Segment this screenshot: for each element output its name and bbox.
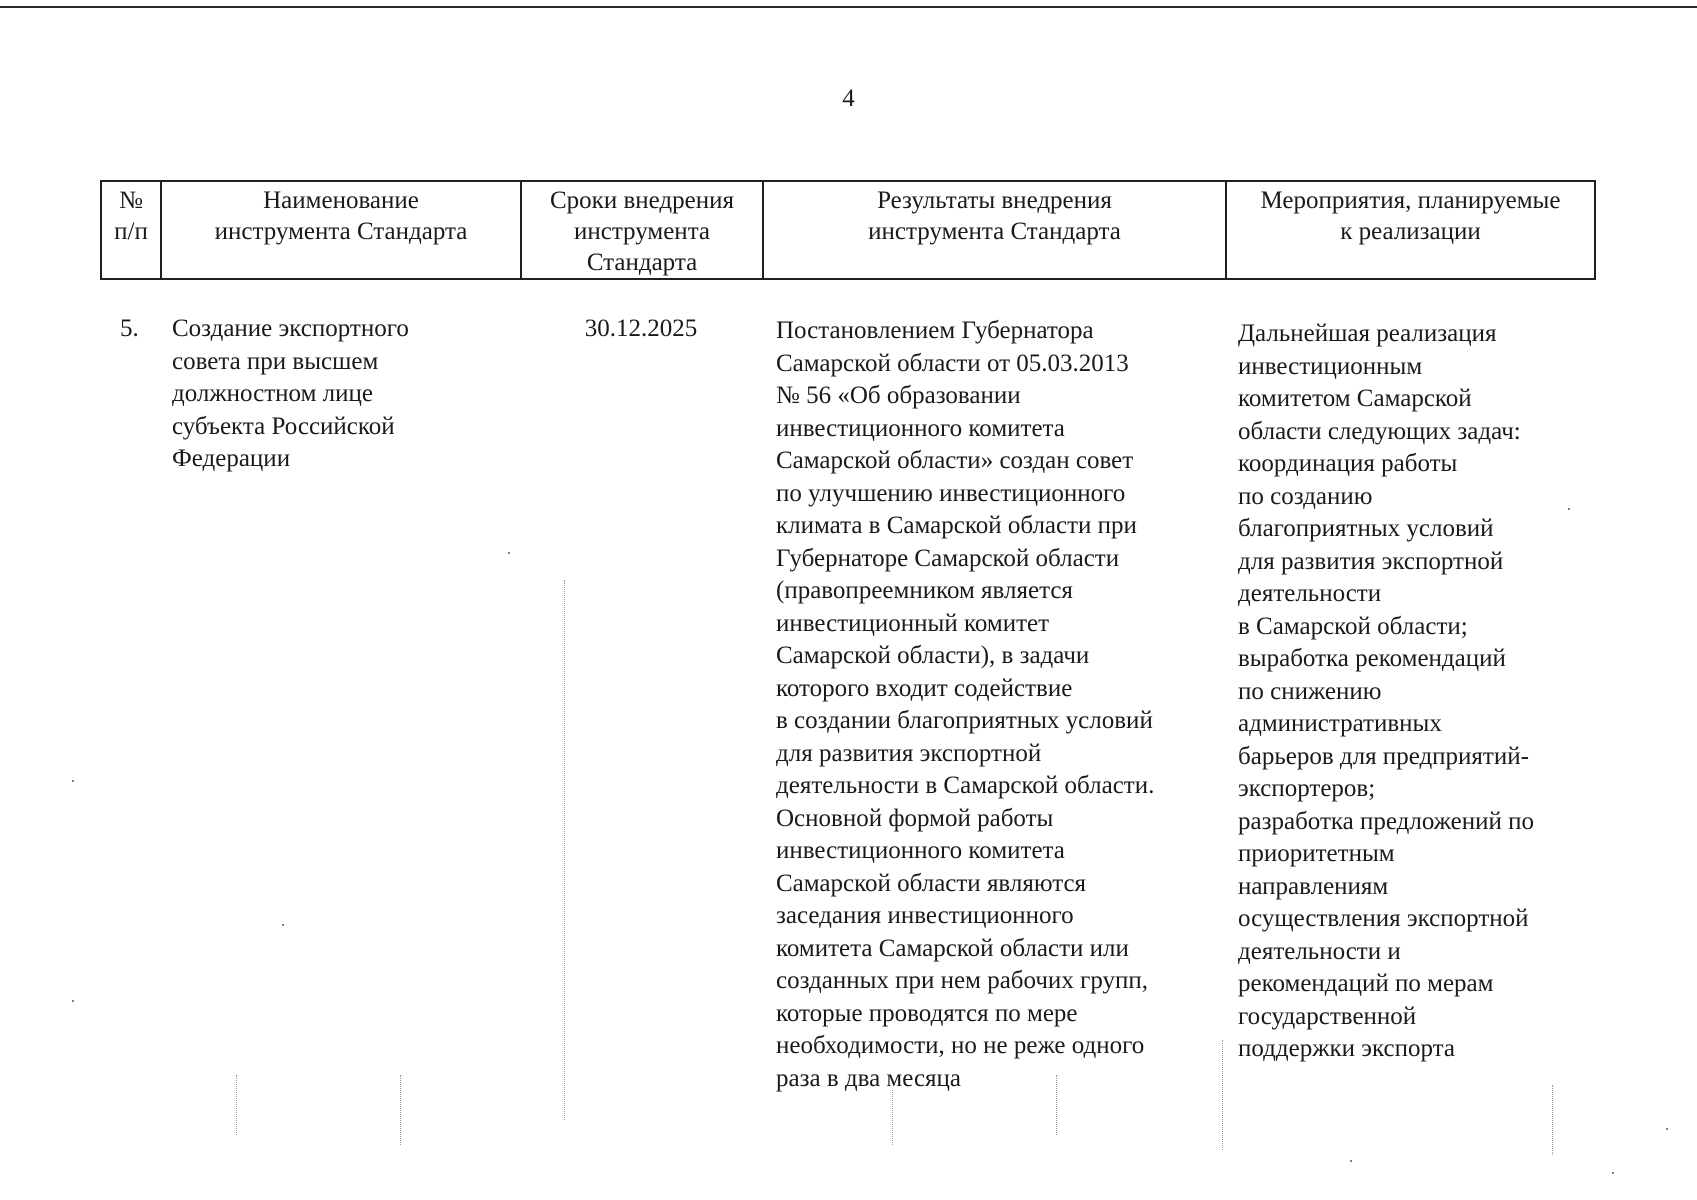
- row-number: 5.: [120, 315, 139, 342]
- scan-artifact-dots: [892, 1090, 893, 1145]
- scan-artifact-dots: [1552, 1085, 1553, 1155]
- header-row: [101, 181, 1595, 279]
- scan-artifact-speck: [1666, 1128, 1668, 1130]
- scan-artifact-speck: [282, 924, 284, 926]
- scan-artifact-dots: [400, 1075, 401, 1145]
- scan-artifact-speck: [72, 780, 74, 782]
- header-implementation-dates: Сроки внедрения инструмента Стандарта: [521, 181, 763, 279]
- scan-artifact-dots: [1056, 1075, 1057, 1135]
- top-border-line: [0, 6, 1697, 8]
- scan-artifact-dots: [1222, 1040, 1223, 1150]
- scan-artifact-speck: [1612, 1172, 1614, 1174]
- page-number: 4: [842, 85, 855, 112]
- scan-artifact-dots: [236, 1075, 237, 1135]
- header-planned-events: Мероприятия, планируемые к реализации: [1226, 181, 1595, 279]
- header-implementation-results: Результаты внедрения инструмента Стандарта: [763, 181, 1226, 279]
- row-planned-events: Дальнейшая реализация инвестиционным комитетом Самарской области следующих задач: координация работы по созданию благоприятных условий для развития экспортной деятельности в Самарской области; выработка рекомендаций по снижению административных барьеров для предприятий- экспортеров; разработка предложений по приоритетным направлениям осуществления экспортной деятельности и рекомендаций по мерам государственной поддержки экспорта: [1238, 320, 1535, 1062]
- scan-artifact-speck: [72, 1000, 74, 1002]
- row-tool-name: Создание экспортного совета при высшем должностном лице субъекта Российской Федерации: [172, 315, 409, 472]
- header-number: № п/п: [101, 181, 161, 279]
- scan-artifact-speck: [1350, 1160, 1352, 1162]
- scan-artifact-speck: [1568, 508, 1570, 510]
- row-implementation-date: 30.12.2025: [584, 315, 698, 342]
- scan-artifact-dots: [564, 580, 565, 1120]
- row-implementation-result: Постановлением Губернатора Самарской области от 05.03.2013 № 56 «Об образовании инвестиционного комитета Самарской области» создан совет по улучшению инвестиционного климата в Самарской области при Губернаторе Самарской области (правопреемником является инвестиционный комитет Самарской области), в задачи которого входит содействие в создании благоприятных условий для развития экспортной деятельности в Самарской области. Основной формой работы инвестиционного комитета Самарской области являются заседания инвестиционного комитета Самарской области или созданных при нем рабочих групп, которые проводятся по мере необходимости, но не реже одного раза в два месяца: [776, 317, 1155, 1092]
- table-header: [100, 180, 1596, 280]
- scan-artifact-speck: [508, 552, 510, 554]
- header-tool-name: Наименование инструмента Стандарта: [161, 181, 521, 279]
